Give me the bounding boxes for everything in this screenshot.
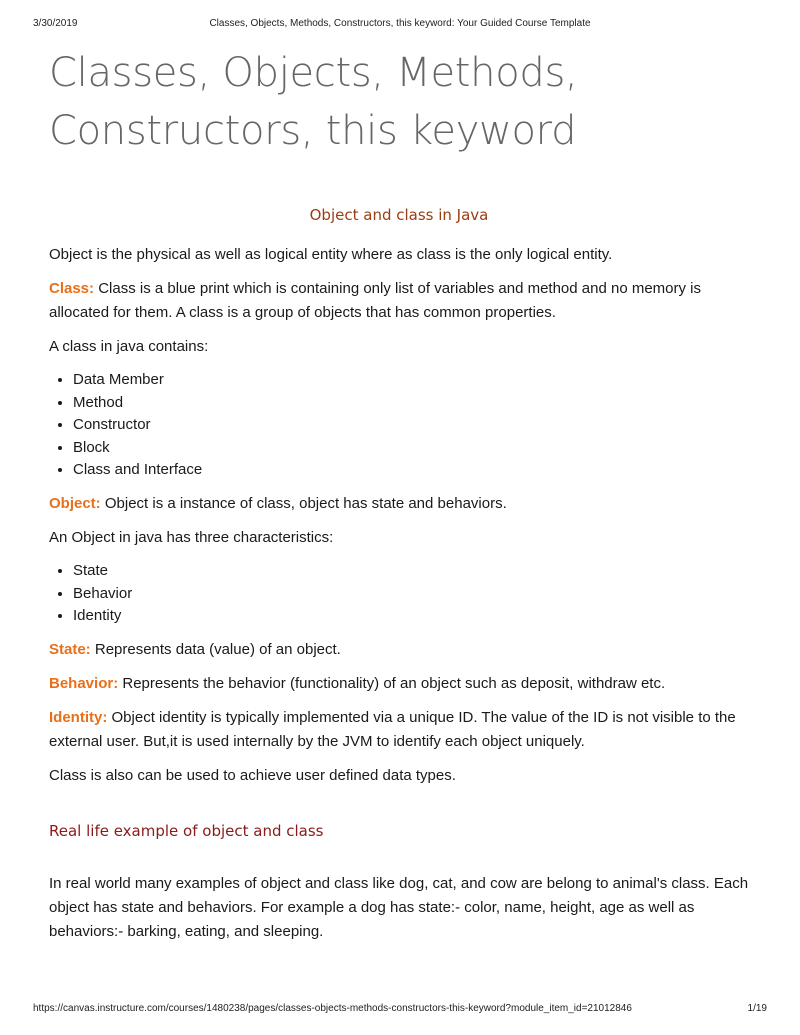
list-item: • Identity xyxy=(73,605,749,628)
class-text: Class is a blue print which is containing only list of variables and method and no memory is allocated for them. A class is a group of objects that has common properties. xyxy=(49,280,701,321)
page-subtitle: Object and class in Java xyxy=(309,206,489,224)
object-chars-intro: An Object in java has three characteristics: xyxy=(49,528,334,546)
example-paragraph: In real world many examples of object and class like dog, cat, and cow are belong to animal's class. Each object has state and behaviors. For example a dog has state:- color, name, height, age as well as behaviors:- barking, eating, and sleeping. xyxy=(49,874,749,940)
identity-text: Object identity is typically implemented via a unique ID. The value of the ID is not visible to the external user. But,it is used internally by the JVM to identify each object uniquely. xyxy=(49,708,736,750)
state-label: State: xyxy=(49,640,91,658)
udt-paragraph: Class is also can be used to achieve user defined data types. xyxy=(49,766,456,784)
identity-definition xyxy=(49,706,749,754)
list-item: • Block xyxy=(73,437,749,460)
class-label: Class: xyxy=(49,280,95,297)
object-definition xyxy=(49,492,749,516)
class-contains-intro: A class in java contains: xyxy=(49,338,209,355)
list-item: • Data Member xyxy=(73,369,749,392)
page-title: Classes, Objects, Methods, Constructors, this keyword xyxy=(49,50,578,154)
object-chars-list xyxy=(49,560,749,628)
state-definition xyxy=(49,638,749,662)
list-item: • State xyxy=(73,560,749,583)
list-item: • Method xyxy=(73,392,749,415)
page-number: 1/19 xyxy=(747,1003,767,1014)
object-label: Object: xyxy=(49,494,101,512)
list-item: • Class and Interface xyxy=(73,459,749,482)
list-item: • Constructor xyxy=(73,414,749,437)
behavior-label: Behavior: xyxy=(49,674,119,692)
class-contains-list xyxy=(49,369,749,482)
class-definition xyxy=(49,277,749,325)
section-heading: Real life example of object and class xyxy=(49,821,324,840)
print-date: 3/30/2019 xyxy=(33,18,78,29)
state-text: Represents data (value) of an object. xyxy=(90,640,341,658)
identity-label: Identity: xyxy=(49,708,108,726)
list-item: • Behavior xyxy=(73,583,749,606)
print-footer-url: https://canvas.instructure.com/courses/1480238/pages/classes-objects-methods-constructors-this-keyword?module_item_id=21012846 xyxy=(33,1003,632,1014)
page-content xyxy=(49,44,749,944)
intro-paragraph: Object is the physical as well as logical entity where as class is the only logical entity. xyxy=(49,246,613,263)
behavior-definition xyxy=(49,672,749,696)
print-header-title: Classes, Objects, Methods, Constructors, this keyword: Your Guided Course Template xyxy=(209,18,591,29)
object-text: Object is a instance of class, object has state and behaviors. xyxy=(100,494,507,512)
behavior-text: Represents the behavior (functionality) of an object such as deposit, withdraw etc. xyxy=(118,674,666,692)
